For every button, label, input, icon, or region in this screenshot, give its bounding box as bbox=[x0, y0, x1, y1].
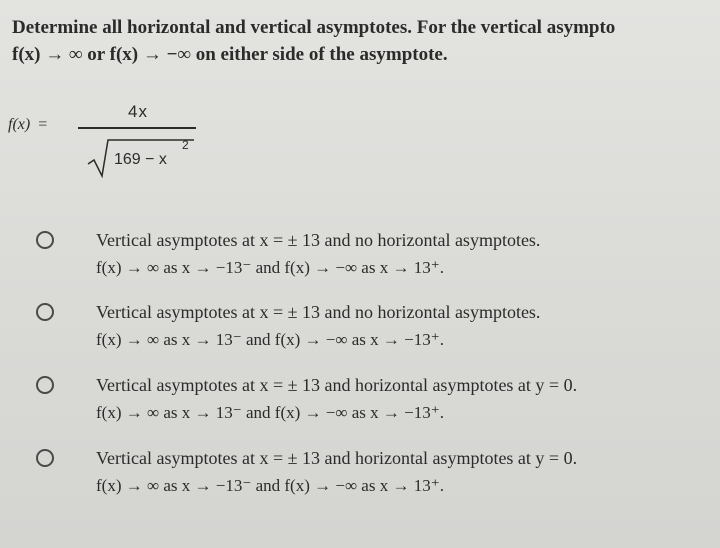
option-4-line-1: Vertical asymptotes at x = ± 13 and horizontal asymptotes at y = 0. bbox=[96, 448, 578, 468]
function-label-group bbox=[8, 116, 47, 134]
question-prompt bbox=[12, 14, 720, 68]
function-fraction bbox=[78, 100, 198, 180]
option-1-line-2: f(x) → ∞ as x → −13⁻ and f(x) → −∞ as x → 13⁺. bbox=[96, 258, 444, 277]
option-4-line-2: f(x) → ∞ as x → −13⁻ and f(x) → −∞ as x → 13⁺. bbox=[96, 476, 444, 495]
option-1-text bbox=[96, 226, 540, 282]
radicand: 169 − x bbox=[114, 151, 167, 168]
radio-button-2[interactable] bbox=[36, 303, 54, 321]
option-3-text bbox=[96, 371, 577, 427]
radio-button-4[interactable] bbox=[36, 449, 54, 467]
radio-button-1[interactable] bbox=[36, 231, 54, 249]
fraction-numerator: 4x bbox=[128, 102, 148, 121]
radio-button-3[interactable] bbox=[36, 376, 54, 394]
answer-option-3[interactable] bbox=[0, 367, 720, 427]
option-3-line-1: Vertical asymptotes at x = ± 13 and horizontal asymptotes at y = 0. bbox=[96, 375, 578, 395]
square-root bbox=[86, 134, 196, 178]
answer-option-2[interactable] bbox=[0, 294, 720, 354]
option-2-text bbox=[96, 298, 540, 354]
option-1-line-1: Vertical asymptotes at x = ± 13 and no horizontal asymptotes. bbox=[96, 230, 541, 250]
option-3-line-2: f(x) → ∞ as x → 13⁻ and f(x) → −∞ as x → −13⁺. bbox=[96, 403, 444, 422]
fraction-bar bbox=[78, 127, 196, 129]
option-2-line-2: f(x) → ∞ as x → 13⁻ and f(x) → −∞ as x → −13⁺. bbox=[96, 330, 444, 349]
question-line-1: Determine all horizontal and vertical asymptotes. For the vertical asympto bbox=[12, 17, 616, 38]
option-4-text bbox=[96, 444, 577, 500]
exponent: 2 bbox=[182, 138, 189, 152]
option-2-line-1: Vertical asymptotes at x = ± 13 and no horizontal asymptotes. bbox=[96, 302, 541, 322]
answer-option-4[interactable] bbox=[0, 440, 720, 500]
question-line-2: f(x) → ∞ or f(x) → −∞ on either side of the asymptote. bbox=[12, 44, 448, 65]
equals-sign: = bbox=[38, 116, 48, 133]
function-name: f(x) bbox=[8, 116, 31, 133]
answer-option-1[interactable] bbox=[0, 222, 720, 282]
